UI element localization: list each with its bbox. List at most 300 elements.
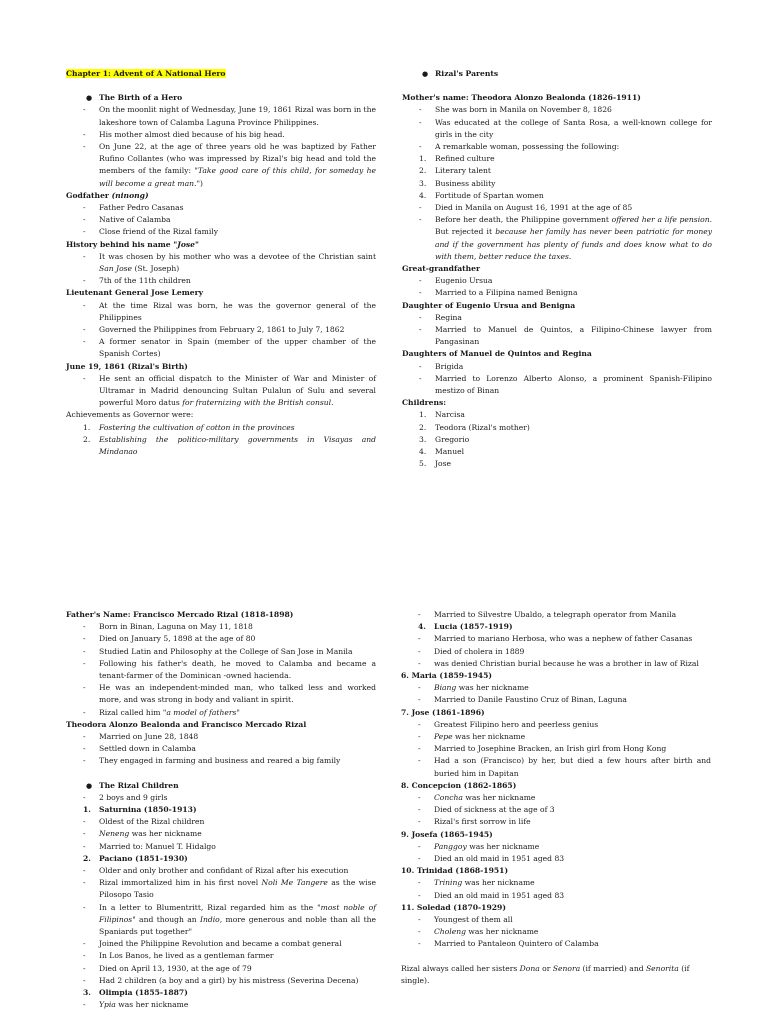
list-item (401, 804, 711, 816)
text-run: 7. Jose (1861-1896) (401, 707, 485, 717)
italic-text: offered her a life pension. (611, 215, 712, 225)
list-item (402, 165, 712, 177)
list-item (66, 251, 376, 275)
list-item (66, 434, 376, 458)
text-run: Died on January 5, 1898 at the age of 80 (99, 634, 256, 644)
text-run: Refined culture (435, 154, 495, 164)
list-item (402, 190, 712, 202)
list-item (402, 104, 712, 116)
paragraph (66, 409, 376, 421)
list-marker: - (83, 1000, 86, 1010)
list-item (66, 792, 376, 804)
italic-text: Noli Me Tangere (261, 878, 328, 888)
list-item (66, 865, 376, 877)
list-item (401, 646, 711, 658)
list-marker: - (418, 927, 421, 937)
italic-text: San Jose (99, 264, 133, 274)
list-marker: - (83, 105, 86, 115)
text-run: Married on June 28, 1848 (99, 732, 199, 742)
list-item (66, 202, 376, 214)
list-item (66, 373, 376, 410)
list-marker: - (418, 841, 421, 851)
spacer (401, 951, 711, 963)
text-run: Gregorio (435, 434, 470, 444)
list-item (66, 129, 376, 141)
list-marker: - (418, 915, 421, 925)
list-marker: 3. (83, 988, 91, 998)
list-item (402, 275, 712, 287)
list-item (402, 287, 712, 299)
list-item (66, 646, 376, 658)
list-item (66, 214, 376, 226)
list-marker: - (83, 658, 86, 668)
italic-text: Indio, (200, 914, 223, 924)
list-item (402, 178, 712, 190)
list-marker: - (418, 939, 421, 949)
text-run: was her nickname (466, 841, 540, 851)
list-item (401, 719, 711, 731)
list-item (402, 422, 712, 434)
text-run: Father Pedro Casanas (99, 203, 184, 213)
text-run: Business ability (435, 178, 496, 188)
text-run: A remarkable woman, possessing the following: (435, 142, 620, 152)
italic-text: Senora (552, 963, 581, 973)
text-run: was her nickname (456, 683, 529, 693)
list-item (401, 816, 711, 828)
text-run: Mother's name: Theodora Alonzo Bealonda (1826-1911) (402, 93, 641, 103)
list-marker: - (418, 610, 421, 619)
bullet-marker: ● (86, 780, 93, 790)
text-run: Born in Binan, Laguna on May 11, 1818 (99, 622, 253, 632)
list-item (402, 373, 712, 397)
text-run: Saturnina (1850-1913) (99, 805, 197, 815)
italic-text: "a model of fathers" (162, 707, 240, 717)
text-run: Died in Manila on August 16, 1991 at the age of 85 (435, 203, 633, 213)
section-heading (401, 829, 711, 841)
list-marker: - (83, 683, 86, 693)
list-item (66, 104, 376, 128)
text-run: Had a son (Francisco) by her, but died a few hours after birth and buried him in Dapitan (434, 756, 711, 778)
list-marker: - (418, 793, 421, 803)
list-marker: - (83, 373, 86, 383)
column-chapter-intro (66, 68, 376, 458)
text-run: Father's Name: Francisco Mercado Rizal (1818-1898) (66, 610, 294, 619)
list-marker: - (419, 373, 422, 383)
bullet-heading (66, 780, 376, 792)
italic-text: "Take good care of this child, for someday he will become a great man." (99, 166, 376, 188)
text-run: more generous and noble than all the Spaniards put together" (99, 914, 377, 937)
text-run: Brigida (435, 361, 464, 371)
bullet-marker: ● (422, 69, 429, 78)
list-marker: - (83, 325, 86, 335)
list-marker: - (83, 975, 86, 985)
text-run: Close friend of the Rizal family (99, 227, 218, 237)
list-marker: - (418, 878, 421, 888)
text-run: 9. Josefa (1865-1945) (401, 829, 493, 839)
column-rizal-parents (402, 68, 712, 471)
text-run: Older and only brother and confidant of Rizal after his execution (99, 866, 349, 876)
text-run: Literary talent (435, 166, 491, 176)
text-run: Godfather (66, 190, 112, 200)
list-item (402, 202, 712, 214)
list-marker: - (419, 117, 422, 127)
list-item (401, 682, 711, 694)
list-marker: - (83, 215, 86, 225)
list-item (401, 890, 711, 902)
list-item (401, 914, 711, 926)
list-marker: - (83, 251, 86, 261)
list-item (402, 214, 712, 263)
list-item (66, 658, 376, 682)
italic-text: Trining (434, 878, 463, 888)
text-run: Rizal immortalized him in his first novel (99, 878, 262, 888)
list-marker: - (83, 634, 86, 644)
text-run: The Rizal Children (99, 780, 179, 790)
list-marker: - (83, 866, 86, 876)
column-father-and-children (66, 609, 376, 1012)
text-run: Teodora (Rizal's mother) (435, 422, 530, 432)
section-heading (401, 902, 711, 914)
list-item (66, 755, 376, 767)
text-run: was her nickname (115, 1000, 189, 1010)
text-run: Lieutenant General Jose Lemery (66, 288, 204, 298)
text-run: Died an old maid in 1951 aged 83 (434, 890, 565, 900)
list-item (66, 226, 376, 238)
text-run: Manuel (435, 447, 465, 457)
list-item (66, 950, 376, 962)
text-run: Settled down in Calamba (99, 744, 196, 754)
list-marker: - (418, 890, 421, 900)
section-heading (401, 780, 711, 792)
list-marker: - (418, 744, 421, 754)
list-marker: - (419, 203, 422, 213)
italic-text: Panggoy (434, 841, 467, 851)
list-marker: - (83, 829, 86, 839)
text-run: They engaged in farming and business and reared a big family (99, 756, 341, 766)
list-marker: - (419, 288, 422, 298)
text-run: She was born in Manila on November 8, 1826 (435, 105, 612, 115)
spacer (66, 80, 376, 92)
list-item (66, 999, 376, 1011)
section-heading (66, 719, 376, 731)
text-run: Rizal's Parents (435, 69, 499, 78)
text-run: Fortitude of Spartan women (435, 190, 544, 200)
list-marker: - (83, 744, 86, 754)
list-marker: - (418, 646, 421, 656)
text-run: Rizal's first sorrow in life (434, 817, 531, 827)
list-item (401, 792, 711, 804)
text-run: Regina (435, 312, 462, 322)
list-item (401, 853, 711, 865)
section-heading (402, 397, 712, 409)
list-item (401, 938, 711, 950)
list-item (66, 743, 376, 755)
section-heading (401, 865, 711, 877)
text-run: Jose (435, 459, 452, 469)
text-run: Died of sickness at the age of 3 (434, 805, 555, 815)
list-marker: - (419, 215, 422, 225)
list-marker: - (418, 658, 421, 668)
list-marker: - (83, 276, 86, 286)
text-run: June 19, 1861 (Rizal's Birth) (66, 361, 188, 371)
italic-text: (ninong) (111, 190, 149, 200)
paragraph (401, 963, 711, 987)
list-marker: - (83, 646, 86, 656)
list-item (66, 682, 376, 706)
list-marker: - (83, 227, 86, 237)
list-marker: - (83, 963, 86, 973)
list-item (401, 755, 711, 779)
list-item (401, 609, 711, 621)
list-marker: - (83, 129, 86, 139)
list-marker: - (419, 312, 422, 322)
italic-text: Establishing the politico-military governments in Visayas and Mindanao (99, 434, 376, 457)
list-item (401, 841, 711, 853)
italic-text: "Jose" (173, 239, 199, 249)
text-run: Married to Pantaleon Quintero of Calamba (434, 939, 599, 949)
list-item (66, 975, 376, 987)
italic-text: Pepe (434, 732, 453, 742)
text-run: Married to mariano Herbosa, who was a nephew of father Casanas (434, 634, 693, 644)
list-marker: 2. (419, 166, 427, 176)
text-run: His mother almost died because of his big head. (99, 129, 285, 139)
list-marker: - (418, 683, 421, 693)
text-run: Married to Danile Faustino Cruz of Binan, Laguna (434, 695, 627, 705)
text-run: Daughters of Manuel de Quintos and Regina (402, 349, 592, 359)
text-run: Theodora Alonzo Bealonda and Francisco Mercado Rizal (66, 719, 307, 729)
numbered-heading (66, 804, 376, 816)
list-item (401, 658, 711, 670)
list-marker: - (83, 300, 86, 310)
list-marker: - (419, 325, 422, 335)
list-item (66, 902, 376, 939)
text-run: Died an old maid in 1951 aged 83 (434, 854, 565, 864)
text-run: (if single). (401, 963, 690, 985)
text-run: Married to Lorenzo Alberto Alonso, a prominent Spanish-Filipino mestizo of Binan (435, 373, 712, 396)
list-item (66, 707, 376, 719)
section-heading (401, 670, 711, 682)
list-marker: - (83, 756, 86, 766)
list-marker: - (83, 841, 86, 851)
list-marker: - (83, 817, 86, 827)
list-marker: - (419, 276, 422, 286)
text-run: Chapter 1: Advent of A National Hero (66, 69, 226, 78)
list-marker: 1. (83, 422, 91, 432)
text-run: 11. Soledad (1870-1929) (401, 902, 506, 912)
text-run: Married to: Manuel T. Hidalgo (99, 841, 216, 851)
list-item (402, 312, 712, 324)
list-marker: 2. (83, 434, 91, 444)
list-marker: - (83, 732, 86, 742)
list-marker: 4. (418, 622, 426, 632)
list-marker: - (83, 142, 86, 152)
list-item (401, 633, 711, 645)
text-run: was her nickname (462, 878, 535, 888)
list-marker: - (83, 878, 86, 888)
text-run: Had 2 children (a boy and a girl) by his mistress (Severina Decena) (99, 975, 359, 985)
text-run: Eugenio Ursua (435, 276, 493, 286)
section-heading (66, 287, 376, 299)
list-marker: 2. (419, 422, 427, 432)
text-run: Paciano (1851-1930) (99, 853, 188, 863)
text-run: 8. Concepcion (1862-1865) (401, 780, 517, 790)
list-marker: 1. (419, 154, 427, 164)
text-run: He sent an official dispatch to the Minister of War and Minister of Ultramar in Madrid denouncing Sultan Pulalun of Sulu and several powerful Moro datus (99, 373, 376, 408)
numbered-heading (401, 621, 711, 633)
text-run: Married to a Filipina named Benigna (435, 288, 578, 298)
text-run: Greatest Filipino hero and peerless genius (434, 719, 599, 729)
text-run: and though an (135, 914, 200, 924)
list-item (66, 300, 376, 324)
spacer (402, 80, 712, 92)
list-marker: - (83, 939, 86, 949)
list-marker: - (418, 854, 421, 864)
list-marker: - (419, 142, 422, 152)
numbered-heading (66, 987, 376, 999)
italic-text: Biang (434, 683, 457, 693)
text-run: Rizal called him (99, 707, 163, 717)
bullet-heading (402, 68, 712, 80)
list-marker: - (418, 817, 421, 827)
text-run: Governed the Philippines from February 2, 1861 to July 7, 1862 (99, 325, 345, 335)
text-run: 7th of the 11th children (99, 276, 191, 286)
text-run: was denied Christian burial because he was a brother in law of Rizal (434, 658, 699, 668)
text-run: Married to Silvestre Ubaldo, a telegraph operator from Manila (434, 610, 677, 619)
list-item (401, 743, 711, 755)
section-heading (402, 300, 712, 312)
text-run: Great-grandfather (402, 264, 481, 274)
text-run: The Birth of a Hero (99, 93, 183, 103)
list-item (66, 828, 376, 840)
text-run: Married to Manuel de Quintos, a Filipino-Chinese lawyer from Pangasinan (435, 325, 712, 347)
list-marker: - (419, 105, 422, 115)
list-marker: 4. (419, 447, 427, 457)
text-run: Married to Josephine Bracken, an Irish girl from Hong Kong (434, 744, 667, 754)
list-marker: - (418, 634, 421, 644)
text-run: Daughter of Eugenio Ursua and Benigna (402, 300, 576, 310)
section-heading (66, 190, 376, 202)
text-run: or (539, 963, 553, 973)
list-marker: - (418, 805, 421, 815)
list-item (402, 324, 712, 348)
list-marker: - (83, 792, 86, 802)
section-heading (66, 239, 376, 251)
text-run: At the time Rizal was born, he was the governor general of the Philippines (99, 300, 376, 322)
list-item (401, 694, 711, 706)
text-run: ) (199, 178, 203, 188)
list-item (66, 963, 376, 975)
text-run: 6. Maria (1859-1945) (401, 671, 492, 681)
list-marker: - (83, 951, 86, 961)
list-marker: 2. (83, 853, 91, 863)
list-marker: 3. (419, 178, 427, 188)
bullet-marker: ● (86, 93, 93, 103)
list-marker: 5. (419, 459, 427, 469)
text-run: 10. Trinidad (1868-1951) (401, 866, 509, 876)
text-run: Native of Calamba (99, 215, 171, 225)
text-run: was her nickname (465, 927, 539, 937)
text-run: Narcisa (435, 410, 465, 420)
list-marker: - (419, 361, 422, 371)
spacer (66, 768, 376, 780)
list-marker: - (83, 337, 86, 347)
text-run: In Los Banos, he lived as a gentleman farmer (99, 951, 274, 961)
italic-text: Dona (519, 963, 540, 973)
list-marker: - (83, 203, 86, 213)
list-marker: - (418, 719, 421, 729)
text-run: On the moonlit night of Wednesday, June 19, 1861 Rizal was born in the lakeshore town of Calamba Laguna Province Philippines. (99, 105, 376, 127)
text-run: Rizal always called her sisters (401, 963, 520, 973)
chapter-title (66, 68, 376, 80)
text-run: Studied Latin and Philosophy at the College of San Jose in Manila (99, 646, 353, 656)
list-item (66, 841, 376, 853)
italic-text: Fostering the cultivation of cotton in the provinces (99, 422, 295, 432)
list-item (66, 731, 376, 743)
text-run: He was an independent-minded man, who talked less and worked more, and was strong in body and valiant in spirit. (99, 683, 376, 705)
section-heading (402, 263, 712, 275)
list-item (402, 141, 712, 153)
list-marker: 1. (419, 410, 427, 420)
list-item (66, 141, 376, 190)
list-item (66, 422, 376, 434)
list-item (402, 458, 712, 470)
list-item (402, 153, 712, 165)
list-item (402, 117, 712, 141)
text-run: Youngest of them all (434, 915, 513, 925)
list-item (66, 275, 376, 287)
list-marker: - (418, 756, 421, 766)
list-item (66, 816, 376, 828)
italic-text: Concha (434, 793, 463, 803)
list-item (66, 324, 376, 336)
text-run: was her nickname (462, 793, 536, 803)
italic-text: Choleng (434, 927, 466, 937)
section-heading (401, 707, 711, 719)
text-run: Childrens: (402, 398, 447, 408)
text-run: In a letter to Blumentritt, Rizal regarded him as the (99, 902, 318, 912)
list-marker: 1. (83, 805, 91, 815)
text-run: Was educated at the college of Santa Rosa, a well-known college for girls in the city (435, 117, 712, 139)
text-run: A former senator in Spain (member of the upper chamber of the Spanish Cortes) (99, 337, 376, 359)
bullet-heading (66, 92, 376, 104)
section-heading (402, 92, 712, 104)
list-item (401, 926, 711, 938)
text-run: was her nickname (452, 732, 526, 742)
text-run: 2 boys and 9 girls (99, 792, 168, 802)
italic-text: Ypia (99, 1000, 116, 1010)
list-item (401, 731, 711, 743)
text-run: On June 22, at the age of three years old he was baptized by Father Rufino Collantes (who was impressed by Rizal's big head and told the members of the family: (99, 142, 376, 176)
italic-text: Neneng (99, 829, 130, 839)
list-item (401, 877, 711, 889)
section-heading (66, 609, 376, 621)
list-item (402, 361, 712, 373)
text-run: Before her death, the Philippine government (435, 215, 612, 225)
list-item (402, 434, 712, 446)
list-marker: - (418, 732, 421, 742)
text-run: It was chosen by his mother who was a devotee of the Christian saint (99, 251, 376, 261)
list-item (66, 336, 376, 360)
text-run: (St. Joseph) (132, 264, 180, 274)
list-item (402, 446, 712, 458)
text-run: Joined the Philippine Revolution and became a combat general (99, 939, 342, 949)
list-item (66, 633, 376, 645)
text-run: Following his father's death, he moved to Calamba and became a tenant-farmer of the Dominican -owned hacienda. (99, 658, 376, 681)
list-item (402, 409, 712, 421)
list-item (66, 938, 376, 950)
text-run: Lucia (1857-1919) (434, 622, 513, 632)
list-marker: - (83, 622, 86, 632)
